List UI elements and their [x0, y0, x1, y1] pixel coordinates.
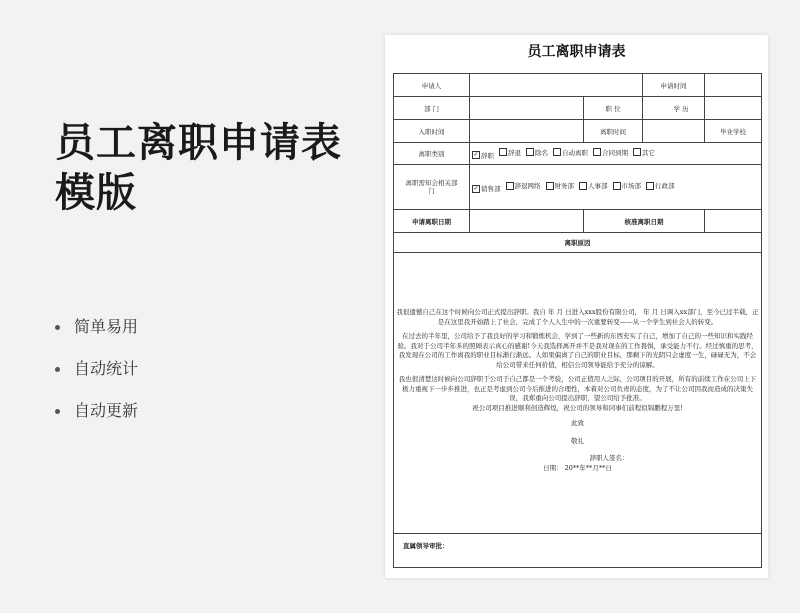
bullet-icon — [55, 409, 60, 414]
feature-list — [55, 306, 138, 432]
checkbox-label: 行政部 — [655, 182, 675, 190]
checked-box-icon[interactable]: ✓ — [473, 151, 479, 158]
letter-paragraph-4: 祝公司项目推进顺利创造辉煌，祝公司的领导和同事们前程似锦鹏程万里! — [472, 403, 683, 412]
closing-line-2: 敬礼 — [571, 436, 585, 445]
checkbox-option[interactable] — [472, 184, 501, 193]
letter-paragraph-2: 在过去的半年里，公司给予了我良好的学习和锻炼机会，学到了一些新的东西充实了自己，增加了自己的一些知识和实践经验。我对于公司半年多的照顾表示真心的感谢!今天我选择离开并不是我对现在的工作畏惧，承受能力不行。经过慎重的思考，我发现在公司的工作离我的职业目标渐行渐远。人如果偏离了自己的职业目标，那剩下的光阴只会虚度一生，碌碌无为，不会给公司带来任何价值，相信公司领导能给予充分的谅解。 — [397, 332, 758, 369]
notify-dept-options — [470, 165, 762, 210]
checkbox-icon[interactable] — [499, 148, 507, 156]
leave-time-field[interactable] — [643, 120, 705, 143]
checkbox-label: 人事部 — [588, 182, 608, 190]
feature-item — [55, 306, 138, 348]
checkbox-label: 辞退 — [508, 148, 521, 157]
position-label: 职 位 — [584, 97, 643, 120]
leave-type-options — [470, 143, 762, 165]
apply-time-label: 申请时间 — [643, 74, 705, 97]
checkbox-option[interactable] — [613, 181, 642, 190]
feature-label: 自动更新 — [74, 401, 139, 420]
leave-type-label: 离职类别 — [394, 143, 470, 165]
checkbox-option[interactable] — [593, 148, 628, 157]
checkbox-option[interactable] — [506, 181, 541, 190]
checkbox-option[interactable] — [499, 148, 521, 157]
apply-date-field[interactable] — [470, 210, 584, 233]
feature-item — [55, 390, 138, 432]
checkbox-label: 财务部 — [554, 182, 574, 190]
dept-label: 部 门 — [394, 97, 470, 120]
bullet-icon — [55, 325, 60, 330]
checkbox-icon[interactable] — [506, 182, 514, 190]
checkbox-option[interactable] — [633, 148, 655, 157]
apply-time-field[interactable] — [705, 74, 762, 97]
checkbox-icon[interactable] — [593, 148, 601, 156]
applicant-field[interactable] — [470, 74, 643, 97]
checkbox-label: 辞职 — [481, 151, 494, 160]
reason-text-area[interactable] — [394, 253, 762, 534]
supervisor-label: 直属领导审批： — [403, 542, 449, 550]
dept-field[interactable] — [470, 97, 584, 120]
apply-date-label: 申请离职日期 — [394, 210, 470, 233]
approve-date-field[interactable] — [705, 210, 762, 233]
checkbox-label: 其它 — [642, 148, 655, 157]
school-label: 毕业学校 — [705, 120, 762, 143]
checkbox-option[interactable] — [579, 181, 608, 190]
approve-date-label: 核准离职日期 — [584, 210, 705, 233]
checkbox-option[interactable] — [553, 148, 588, 157]
checkbox-option[interactable] — [546, 181, 575, 190]
letter-paragraph-3: 我也很清楚这时候向公司辞职于公司于自己都是一个考验，公司正值用人之际，公司项目的开展，所有的前续工作在公司上下极力重视下一步步推进，也正是考虑到公司今后推进的合理性，本着对公司负责的态度，为了不让公司因我而造成的决策失误，我郑重向公司提出辞职，望公司给予批准。 — [398, 375, 757, 402]
signature-line: 辞职人签名： — [589, 454, 629, 462]
feature-label: 简单易用 — [74, 317, 139, 336]
checkbox-label: 市场部 — [621, 182, 641, 190]
checkbox-label: 除名 — [535, 148, 548, 157]
form-document — [385, 35, 768, 578]
checkbox-option[interactable] — [526, 148, 548, 157]
supervisor-approval[interactable] — [394, 534, 762, 568]
education-cell — [673, 97, 762, 120]
checkbox-label: 自动离职 — [562, 148, 588, 157]
letter-paragraph-1: 我很遗憾自己在这个时候向公司正式提出辞职。我自 年 月 日进入xxx股份有限公司， 年 月 日调入xx部门，至今已过半载，正是在这里我开始踏上了社会，完成了个人人生中的一次重要转变——从一个学生到社会人的转变。 — [396, 308, 759, 326]
document-title: 员工离职申请表 — [527, 44, 626, 60]
checkbox-icon[interactable] — [553, 148, 561, 156]
date-line: 日期： 20**年**月**日 — [543, 463, 612, 472]
closing-line-1: 此致 — [571, 419, 585, 427]
checkbox-icon[interactable] — [546, 182, 554, 190]
checkbox-option[interactable] — [646, 181, 675, 190]
feature-item — [55, 348, 138, 390]
bullet-icon — [55, 367, 60, 372]
notify-dept-label: 离职需知会相关部门 — [394, 165, 470, 210]
checkbox-icon[interactable] — [613, 182, 621, 190]
join-time-field[interactable] — [470, 120, 584, 143]
leave-time-label: 离职时间 — [584, 120, 643, 143]
checkbox-icon[interactable] — [646, 182, 654, 190]
applicant-label: 申请人 — [394, 74, 470, 97]
checkbox-icon[interactable] — [579, 182, 587, 190]
checkbox-icon[interactable] — [633, 148, 641, 156]
checkbox-label: 销售部 — [481, 185, 501, 193]
checkbox-label: 合同到期 — [602, 148, 628, 157]
education-label: 学 历 — [673, 105, 689, 113]
promo-title: 员工离职申请表模版 — [55, 120, 342, 216]
checkbox-icon[interactable] — [526, 148, 534, 156]
checkbox-label: 辞退网络 — [514, 182, 541, 190]
feature-label: 自动统计 — [74, 359, 139, 378]
resignation-form-table — [393, 73, 762, 568]
checked-box-icon[interactable]: ✓ — [473, 184, 479, 192]
reason-header: 离职原因 — [394, 233, 762, 253]
checkbox-option[interactable] — [472, 151, 494, 160]
join-time-label: 入职时间 — [394, 120, 470, 143]
